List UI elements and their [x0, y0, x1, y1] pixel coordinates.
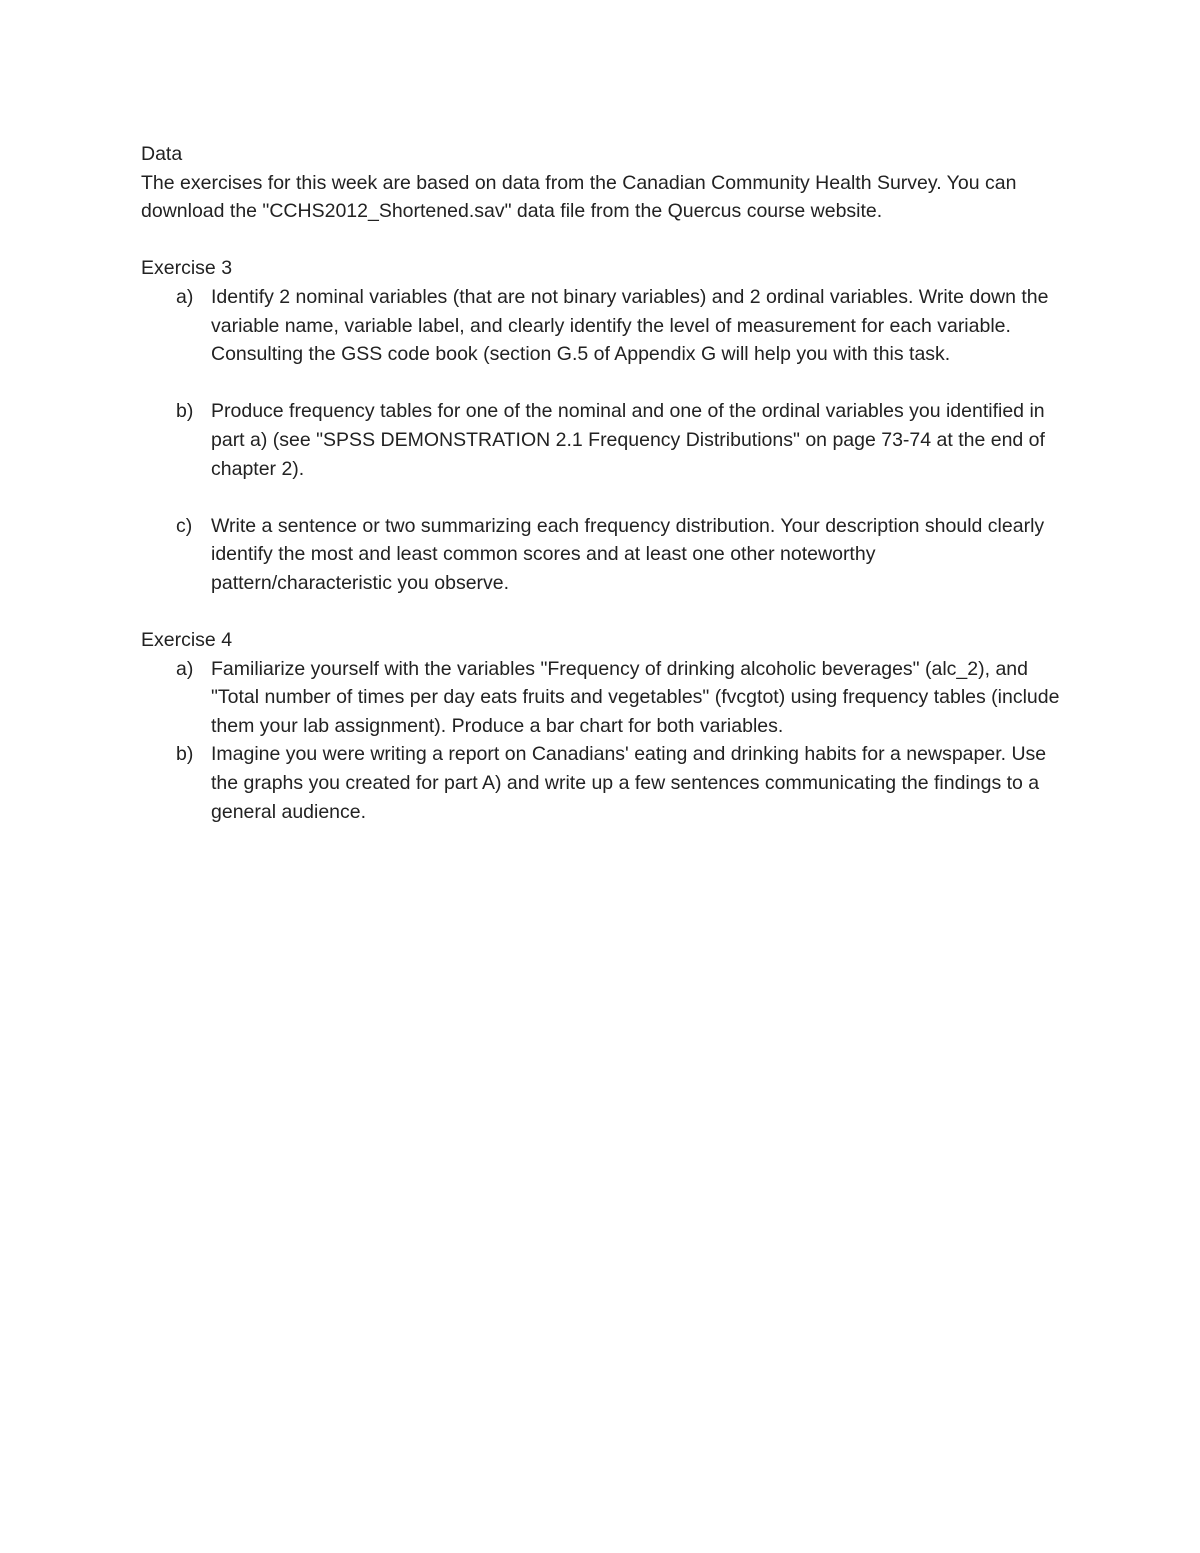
section-spacer — [141, 226, 1061, 255]
exercise4-item-a — [141, 655, 1061, 741]
exercise3-item-c — [141, 512, 1061, 598]
list-marker: b) — [176, 400, 194, 423]
data-heading: Data — [141, 143, 183, 165]
exercise3-heading: Exercise 3 — [141, 257, 233, 280]
item-spacer — [141, 483, 1061, 512]
exercise4-item-b — [141, 740, 1061, 826]
exercise4-heading: Exercise 4 — [141, 629, 233, 652]
list-item-text: Imagine you were writing a report on Canadians' eating and drinking habits for a newspaper. Use the graphs you created for part A) and write up a few sentences communicating the findings to a general audience. — [211, 743, 1047, 823]
data-paragraph-text: The exercises for this week are based on data from the Canadian Community Health Survey. You can download the "CCHS2012_Shortened.sav" data file from the Quercus course website. — [141, 171, 1017, 223]
exercise3-item-a — [141, 283, 1061, 369]
list-item-text: Identify 2 nominal variables (that are not binary variables) and 2 ordinal variables. Write down the variable name, variable label, and clearly identify the level of measurement for each variable. Consulting the GSS code book (section G.5 of Appendix G will help you with this task. — [211, 285, 1049, 366]
list-item-text: Familiarize yourself with the variables "Frequency of drinking alcoholic beverages" (alc_2), and "Total number of times per day eats fruits and vegetables" (fvcgtot) using frequency tables (include them your lab assignment). Produce a bar chart for both variables. — [211, 657, 1060, 737]
exercise4-list — [141, 655, 1061, 827]
section-spacer — [141, 598, 1061, 627]
list-marker: b) — [176, 743, 194, 766]
list-marker: c) — [176, 514, 193, 537]
list-marker: a) — [176, 657, 194, 680]
exercise3-item-b — [141, 397, 1061, 483]
list-marker: a) — [176, 285, 194, 308]
item-spacer — [141, 369, 1061, 398]
exercise3-list — [141, 283, 1061, 598]
list-item-text: Produce frequency tables for one of the nominal and one of the ordinal variables you identified in part a) (see "SPSS DEMONSTRATION 2.1 Frequency Distributions" on page 73-74 at the end of chapter 2). — [211, 400, 1045, 480]
data-paragraph — [141, 169, 1041, 226]
list-item-text: Write a sentence or two summarizing each frequency distribution. Your description should clearly identify the most and least common scores and at least one other noteworthy pattern/characteristic you observe. — [211, 514, 1045, 594]
document-content — [141, 140, 1061, 826]
